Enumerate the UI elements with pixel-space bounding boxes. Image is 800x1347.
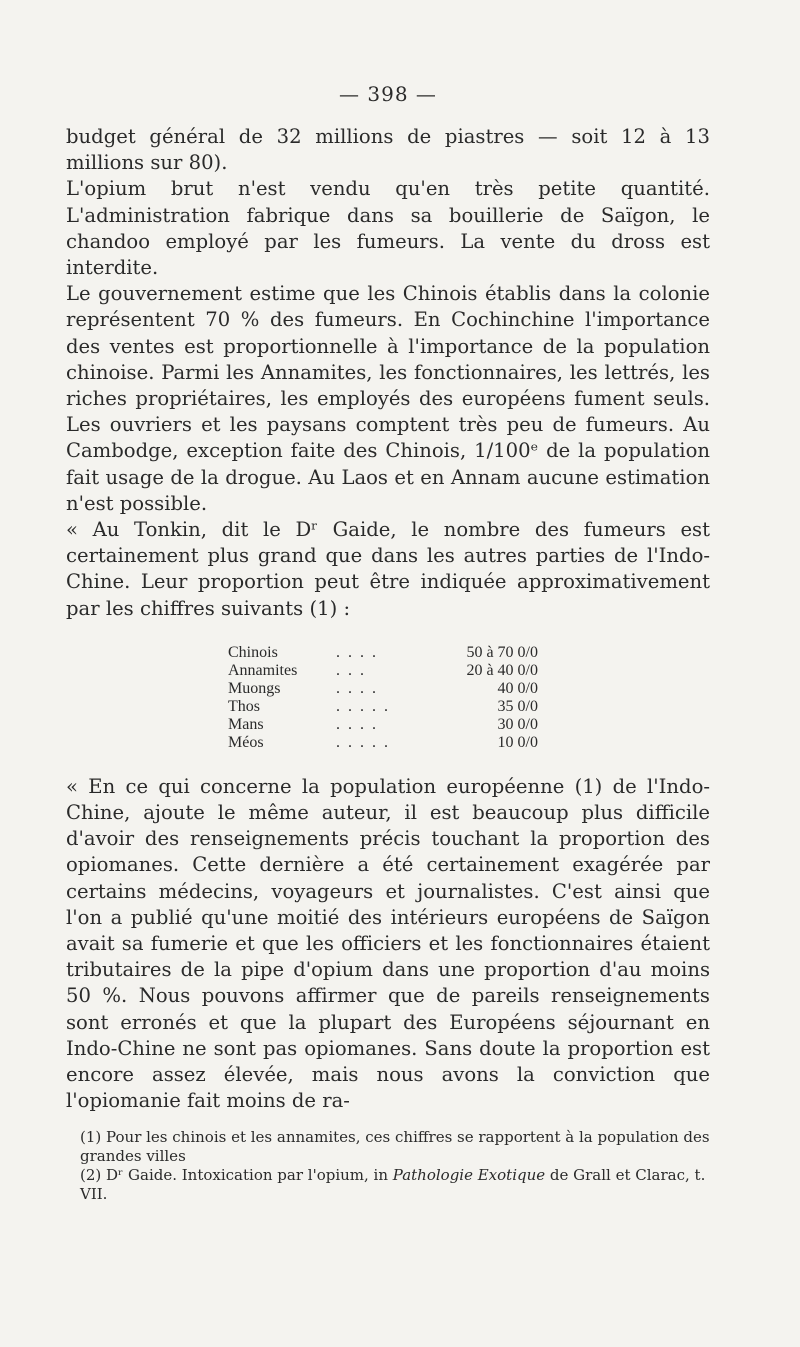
footnote-2-prefix: (2) Dʳ Gaide. Intoxication par l'opium, in (80, 1166, 393, 1184)
table-cell-name: Thos (228, 697, 260, 715)
table-row (228, 680, 710, 698)
table-row (228, 644, 710, 662)
table-cell-value: 35 0/0 (497, 697, 538, 715)
footnote-2-title: Pathologie Exotique (392, 1166, 546, 1184)
page-number: — 398 — (339, 82, 437, 106)
table-cell-name: Méos (228, 733, 264, 751)
table-cell-dots: . . . . (336, 643, 378, 661)
table-cell-name: Muongs (228, 679, 281, 697)
footnote-2 (80, 1166, 710, 1204)
footnote-1: (1) Pour les chinois et les annamites, ces chiffres se rapportent à la population des grandes villes (80, 1128, 710, 1165)
footnotes (80, 1128, 710, 1204)
table-cell-name: Mans (228, 715, 264, 733)
table-cell-dots: . . . . . (336, 733, 390, 751)
body-text (66, 124, 710, 622)
body-text-continued (66, 774, 710, 1115)
table-cell-value: 10 0/0 (497, 733, 538, 751)
table-cell-name: Annamites (228, 661, 298, 679)
paragraph-4: « Au Tonkin, dit le Dʳ Gaide, le nombre des fumeurs est certainement plus grand que dans les autres parties de l'Indo-Chine. Leur proportion peut être indiquée approximativement par les chiffres suivants (1) : (66, 518, 710, 620)
table-cell-value: 50 à 70 0/0 (466, 643, 538, 661)
table-cell-value: 20 à 40 0/0 (466, 661, 538, 679)
table-cell-dots: . . . . (336, 715, 378, 733)
paragraph-1: budget général de 32 millions de piastres — soit 12 à 13 millions sur 80). (66, 125, 710, 175)
table-row (228, 716, 710, 734)
table-row (228, 662, 710, 680)
table-cell-dots: . . . (336, 661, 366, 679)
table-row (228, 734, 710, 752)
footnote-2-suffix: de Grall et Clarac, t. VII. (80, 1166, 706, 1203)
paragraph-2: L'opium brut n'est vendu qu'en très petite quantité. L'administration fabrique dans sa bouillerie de Saïgon, le chandoo employé par les fumeurs. La vente du dross est interdite. (66, 177, 710, 280)
paragraph-3: Le gouvernement estime que les Chinois établis dans la colonie représentent 70 % des fumeurs. En Cochinchine l'importance des ventes est proportionnelle à l'importance de la population chinoise. Parmi les Annamites, les fonctionnaires, les lettrés, les riches propriétaires, les employés des européens fument seuls. Les ouvriers et les paysans comptent très peu de fumeurs. Au Cambodge, exception faite des Chinois, 1/100ᵉ de la population fait usage de la drogue. Au Laos et en Annam aucune estimation n'est possible. (66, 282, 710, 515)
table-cell-dots: . . . . (336, 679, 378, 697)
smokers-proportion-table (228, 644, 710, 752)
table-cell-dots: . . . . . (336, 697, 390, 715)
table-cell-value: 40 0/0 (497, 679, 538, 697)
table-cell-name: Chinois (228, 643, 278, 661)
paragraph-5: « En ce qui concerne la population européenne (1) de l'Indo-Chine, ajoute le même auteur, il est beaucoup plus difficile d'avoir des renseignements précis touchant la proportion des opiomanes. Cette dernière a été certainement exagérée par certains médecins, voyageurs et journalistes. C'est ainsi que l'on a publié qu'une moitié des intérieurs européens de Saïgon avait sa fumerie et que les officiers et les fonctionnaires étaient tributaires de la pipe d'opium dans une proportion d'au moins 50 %. Nous pouvons affirmer que de pareils renseignements sont erronés et que la plupart des Européens séjournant en Indo-Chine ne sont pas opiomanes. Sans doute la proportion est encore assez élevée, mais nous avons la conviction que l'opiomanie fait moins de ra- (66, 774, 710, 1113)
table-cell-value: 30 0/0 (497, 715, 538, 733)
table-row (228, 698, 710, 716)
